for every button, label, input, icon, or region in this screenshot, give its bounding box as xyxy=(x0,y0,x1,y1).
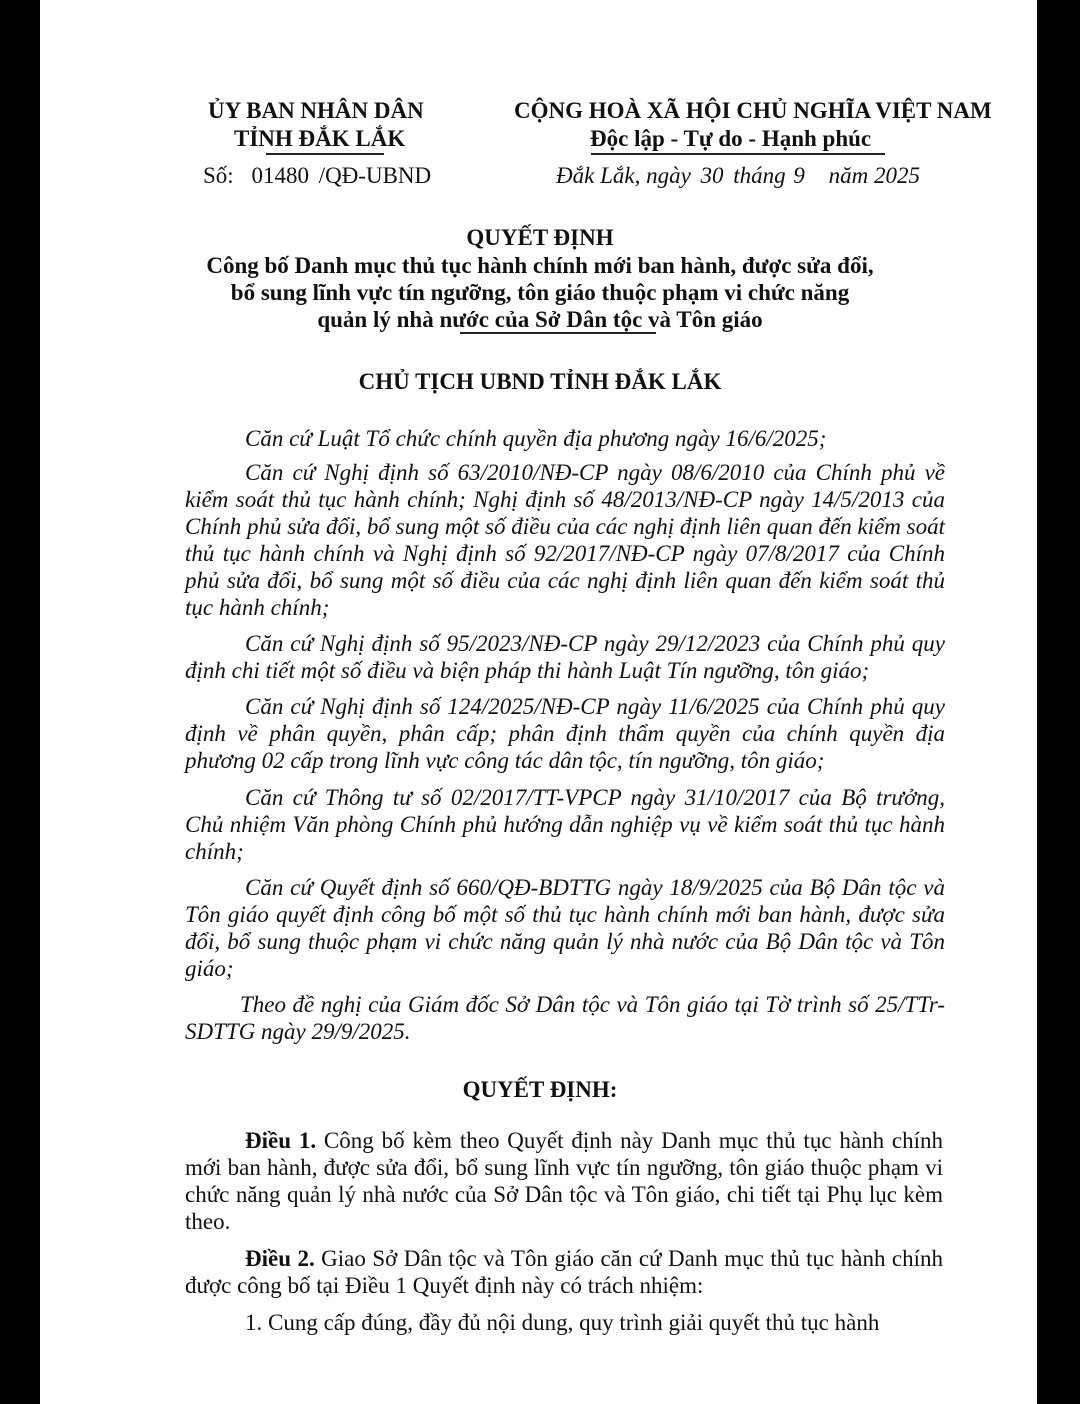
subject-line3: quản lý nhà nước của Sở Dân tộc và Tôn giáo xyxy=(317,307,763,332)
date-month: 9 xyxy=(793,163,805,188)
article-1-text: Công bố kèm theo Quyết định này Danh mục thủ tục hành chính mới ban hành, được sửa đổi, bổ sung lĩnh vực tín ngưỡng, tôn giáo thuộc phạm vi chức năng quản lý nhà nước của Sở Dân tộc và Tôn giáo, chi tiết tại Phụ lục kèm theo. xyxy=(185,1128,944,1234)
basis-paragraph: Căn cứ Thông tư số 02/2017/TT-VPCP ngày 31/10/2017 của Bộ trưởng, Chủ nhiệm Văn phòng Chính phủ hướng dẫn nghiệp vụ về kiểm soát thủ tục hành chính; xyxy=(185,785,945,864)
motto-underline xyxy=(591,153,885,155)
issuer-line1: ỦY BAN NHÂN DÂN xyxy=(208,98,424,123)
document-number xyxy=(203,163,431,189)
national-title: CỘNG HOÀ XÃ HỘI CHỦ NGHĨA VIỆT NAM xyxy=(514,98,992,123)
title-underline xyxy=(460,332,656,334)
issuer-line2: TỈNH ĐẮK LẮK xyxy=(234,126,406,151)
article-1-label: Điều 1. xyxy=(245,1128,317,1153)
article-1 xyxy=(185,1127,943,1235)
number-prefix: Số: xyxy=(203,163,234,188)
authority-heading: CHỦ TỊCH UBND TỈNH ĐẮK LẮK xyxy=(358,369,722,394)
date-month-label: tháng xyxy=(733,163,786,188)
decision-heading: QUYẾT ĐỊNH: xyxy=(462,1077,618,1102)
number-suffix: /QĐ-UBND xyxy=(318,163,432,188)
national-motto: Độc lập - Tự do - Hạnh phúc xyxy=(590,126,872,151)
article-2 xyxy=(185,1245,943,1299)
number-value: 01480 xyxy=(251,163,309,188)
article-2-label: Điều 2. xyxy=(245,1246,315,1271)
proposal-paragraph: Theo đề nghị của Giám đốc Sở Dân tộc và Tôn giáo tại Tờ trình số 25/TTr-SDTTG ngày 29/9/2025. xyxy=(185,992,945,1044)
issue-date xyxy=(556,163,920,189)
date-prefix: Đắk Lắk, ngày xyxy=(556,163,691,188)
basis-paragraph: Căn cứ Nghị định số 63/2010/NĐ-CP ngày 08/6/2010 của Chính phủ về kiểm soát thủ tục hành chính; Nghị định số 48/2013/NĐ-CP ngày 14/5/2013 của Chính phủ sửa đổi, bổ sung một số điều của các nghị định liên quan đến kiểm soát thủ tục hành chính và Nghị định số 92/2017/NĐ-CP ngày 07/8/2017 của Chính phủ sửa đổi, bổ sung một số điều của các nghị định liên quan đến kiểm soát thủ tục hành chính; xyxy=(185,460,945,620)
subject-line2: bổ sung lĩnh vực tín ngưỡng, tôn giáo thuộc phạm vi chức năng xyxy=(230,280,850,305)
document-page xyxy=(40,0,1037,1404)
basis-paragraph: Căn cứ Quyết định số 660/QĐ-BDTTG ngày 18/9/2025 của Bộ Dân tộc và Tôn giáo quyết định công bố một số thủ tục hành chính mới ban hành, được sửa đổi, bổ sung thuộc phạm vi chức năng quản lý nhà nước của Bộ Dân tộc và Tôn giáo; xyxy=(185,875,945,981)
article-2-item-1: 1. Cung cấp đúng, đầy đủ nội dung, quy trình giải quyết thủ tục hành xyxy=(245,1310,880,1335)
basis-paragraph: Căn cứ Nghị định số 95/2023/NĐ-CP ngày 29/12/2023 của Chính phủ quy định chi tiết một số điều và biện pháp thi hành Luật Tín ngưỡng, tôn giáo; xyxy=(185,631,945,683)
issuer-underline xyxy=(266,153,384,155)
article-2-text: Giao Sở Dân tộc và Tôn giáo căn cứ Danh mục thủ tục hành chính được công bố tại Điều 1 Quyết định này có trách nhiệm: xyxy=(185,1246,944,1298)
date-day: 30 xyxy=(700,163,724,188)
basis-paragraph: Căn cứ Luật Tổ chức chính quyền địa phương ngày 16/6/2025; xyxy=(245,426,827,451)
subject-line1: Công bố Danh mục thủ tục hành chính mới ban hành, được sửa đổi, xyxy=(206,253,874,278)
document-title: QUYẾT ĐỊNH xyxy=(466,225,614,250)
date-year: năm 2025 xyxy=(828,163,921,188)
basis-paragraph: Căn cứ Nghị định số 124/2025/NĐ-CP ngày 11/6/2025 của Chính phủ quy định về phân quyền, phân cấp; phân định thẩm quyền của chính quyền địa phương 02 cấp trong lĩnh vực công tác dân tộc, tín ngưỡng, tôn giáo; xyxy=(185,694,945,773)
